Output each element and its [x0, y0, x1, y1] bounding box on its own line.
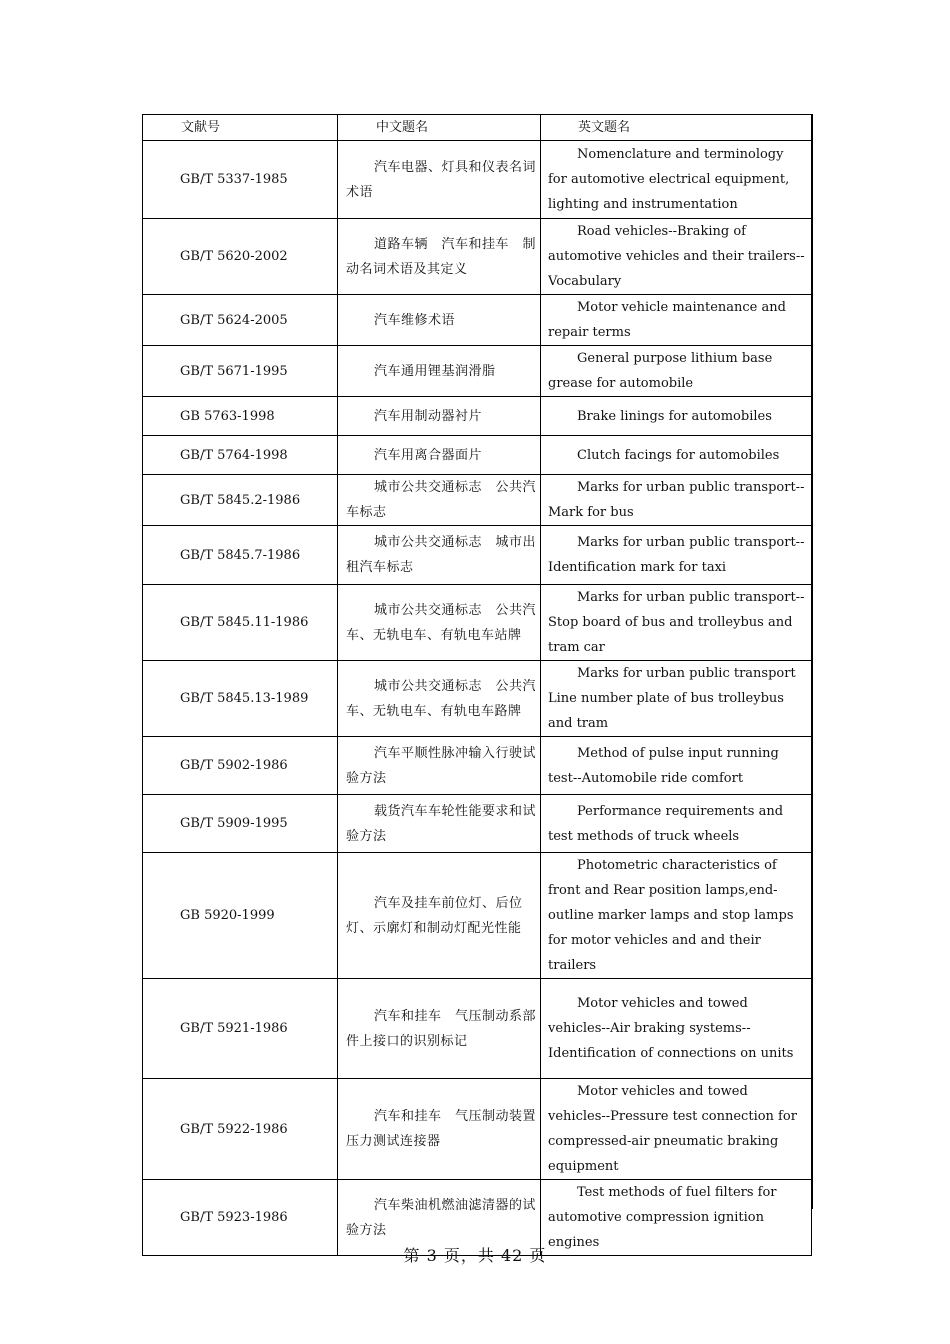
- table-row: [143, 795, 812, 853]
- standards-table: [142, 114, 812, 1256]
- table-row: [143, 295, 812, 346]
- table-row: [143, 346, 812, 397]
- title-zh-cell: 汽车及挂车前位灯、后位灯、示廓灯和制动灯配光性能: [338, 853, 541, 979]
- table-row: [143, 141, 812, 219]
- doc-no-cell: GB 5763-1998: [143, 397, 338, 436]
- table-row: [143, 397, 812, 436]
- table-row: [143, 475, 812, 526]
- title-zh-cell: 汽车维修术语: [338, 295, 541, 346]
- title-zh-cell: 城市公共交通标志 公共汽车标志: [338, 475, 541, 526]
- title-zh-cell: 城市公共交通标志 城市出租汽车标志: [338, 526, 541, 585]
- table-row: [143, 585, 812, 661]
- doc-no-cell: GB/T 5909-1995: [143, 795, 338, 853]
- doc-no-cell: GB/T 5902-1986: [143, 737, 338, 795]
- title-en-cell: Motor vehicles and towed vehicles--Pressure test connection for compressed-air pneumatic braking equipment: [541, 1079, 812, 1180]
- doc-no-cell: GB/T 5845.11-1986: [143, 585, 338, 661]
- title-zh-cell: 汽车和挂车 气压制动系部件上接口的识别标记: [338, 979, 541, 1079]
- header-title-zh: 中文题名: [338, 115, 541, 141]
- doc-no-cell: GB/T 5764-1998: [143, 436, 338, 475]
- title-en-cell: Motor vehicle maintenance and repair terms: [541, 295, 812, 346]
- title-en-cell: Method of pulse input running test--Automobile ride comfort: [541, 737, 812, 795]
- title-en-cell: Brake linings for automobiles: [541, 397, 812, 436]
- title-zh-cell: 汽车电器、灯具和仪表名词术语: [338, 141, 541, 219]
- title-zh-cell: 汽车和挂车 气压制动装置压力测试连接器: [338, 1079, 541, 1180]
- title-zh-cell: 汽车柴油机燃油滤清器的试验方法: [338, 1180, 541, 1256]
- doc-no-cell: GB/T 5923-1986: [143, 1180, 338, 1256]
- title-zh-cell: 汽车用离合器面片: [338, 436, 541, 475]
- table-row: [143, 1079, 812, 1180]
- doc-no-cell: GB/T 5845.13-1989: [143, 661, 338, 737]
- doc-no-cell: GB/T 5620-2002: [143, 219, 338, 295]
- doc-no-cell: GB/T 5922-1986: [143, 1079, 338, 1180]
- doc-no-cell: GB/T 5921-1986: [143, 979, 338, 1079]
- title-en-cell: Motor vehicles and towed vehicles--Air braking systems--Identification of connections on units: [541, 979, 812, 1079]
- title-en-cell: Clutch facings for automobiles: [541, 436, 812, 475]
- title-en-cell: Test methods of fuel filters for automotive compression ignition engines: [541, 1180, 812, 1256]
- table-row: [143, 526, 812, 585]
- header-doc-no: 文献号: [143, 115, 338, 141]
- title-zh-cell: 汽车通用锂基润滑脂: [338, 346, 541, 397]
- title-en-cell: Marks for urban public transport--Identification mark for taxi: [541, 526, 812, 585]
- doc-no-cell: GB/T 5337-1985: [143, 141, 338, 219]
- doc-no-cell: GB/T 5671-1995: [143, 346, 338, 397]
- title-zh-cell: 城市公共交通标志 公共汽车、无轨电车、有轨电车站牌: [338, 585, 541, 661]
- doc-no-cell: GB/T 5624-2005: [143, 295, 338, 346]
- header-title-en: 英文题名: [541, 115, 812, 141]
- title-zh-cell: 载货汽车车轮性能要求和试验方法: [338, 795, 541, 853]
- title-en-cell: General purpose lithium base grease for automobile: [541, 346, 812, 397]
- doc-no-cell: GB 5920-1999: [143, 853, 338, 979]
- title-en-cell: Marks for urban public transport--Mark for bus: [541, 475, 812, 526]
- title-en-cell: Nomenclature and terminology for automotive electrical equipment, lighting and instrumentation: [541, 141, 812, 219]
- table-header-row: [143, 115, 812, 141]
- table-row: [143, 979, 812, 1079]
- title-en-cell: Performance requirements and test methods of truck wheels: [541, 795, 812, 853]
- table-right-rule: [812, 114, 813, 1209]
- doc-no-cell: GB/T 5845.7-1986: [143, 526, 338, 585]
- table-row: [143, 737, 812, 795]
- table-row: [143, 661, 812, 737]
- title-en-cell: Marks for urban public transport Line number plate of bus trolleybus and tram: [541, 661, 812, 737]
- doc-no-cell: GB/T 5845.2-1986: [143, 475, 338, 526]
- title-en-cell: Marks for urban public transport--Stop board of bus and trolleybus and tram car: [541, 585, 812, 661]
- title-zh-cell: 城市公共交通标志 公共汽车、无轨电车、有轨电车路牌: [338, 661, 541, 737]
- title-zh-cell: 汽车用制动器衬片: [338, 397, 541, 436]
- page-footer: 第 3 页，共 42 页: [403, 1246, 547, 1265]
- table-row: [143, 853, 812, 979]
- table-row: [143, 219, 812, 295]
- title-en-cell: Road vehicles--Braking of automotive vehicles and their trailers--Vocabulary: [541, 219, 812, 295]
- table-row: [143, 436, 812, 475]
- title-zh-cell: 道路车辆 汽车和挂车 制动名词术语及其定义: [338, 219, 541, 295]
- title-en-cell: Photometric characteristics of front and Rear position lamps,end-outline marker lamps and stop lamps for motor vehicles and and their trailers: [541, 853, 812, 979]
- title-zh-cell: 汽车平顺性脉冲输入行驶试验方法: [338, 737, 541, 795]
